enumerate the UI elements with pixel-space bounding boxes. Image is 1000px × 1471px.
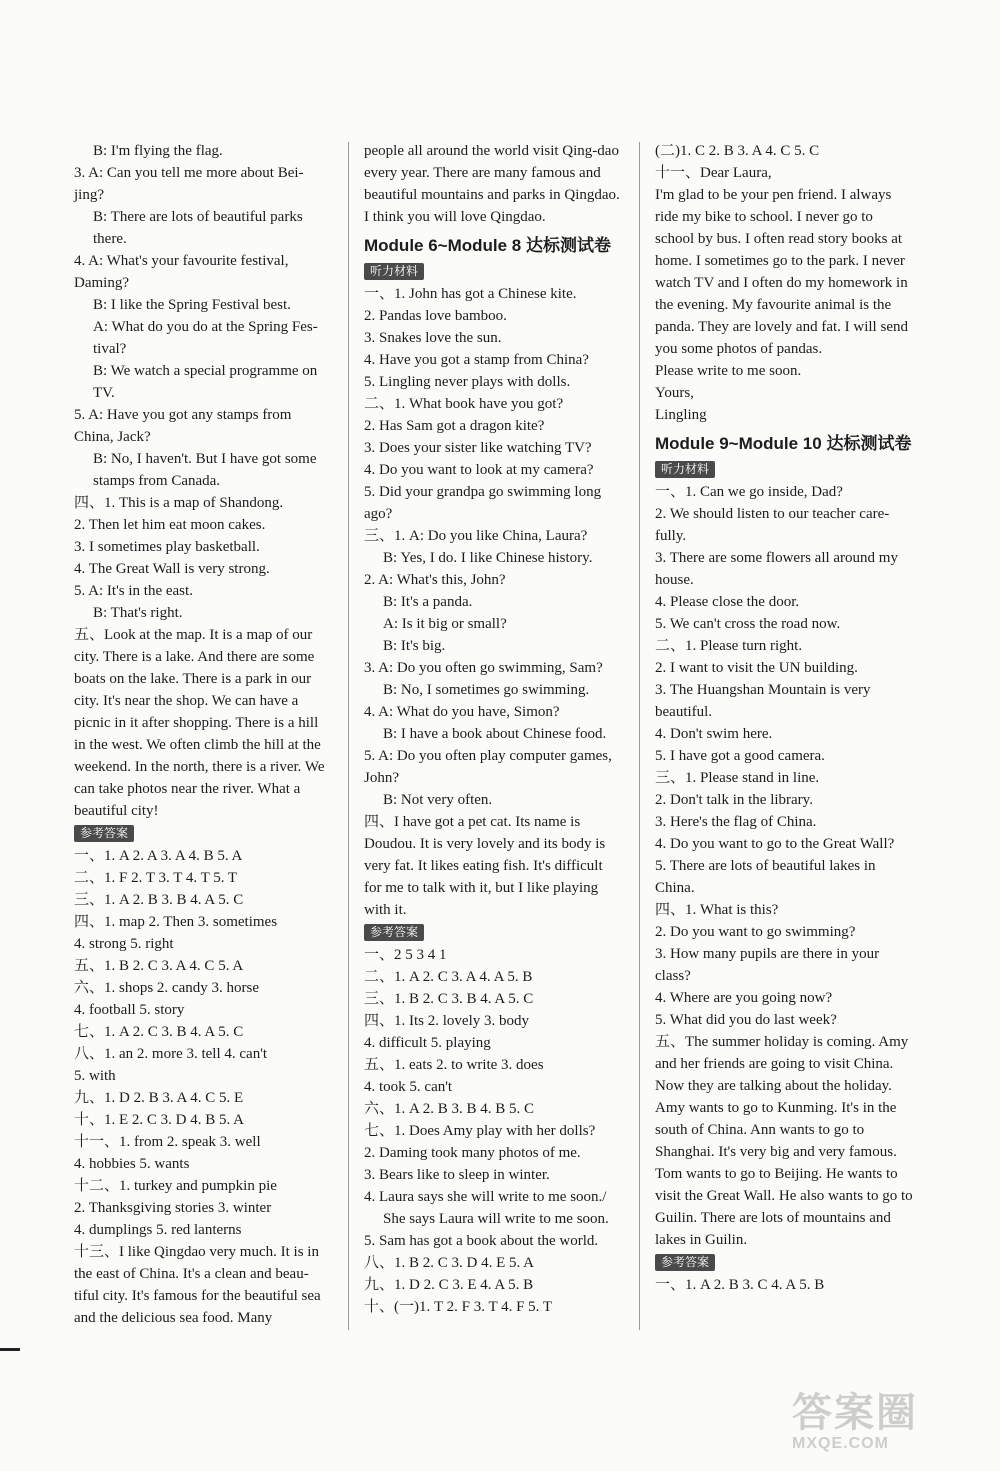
text-line: 四、1. map 2. Then 3. sometimes: [74, 914, 278, 930]
text-line: B: There are lots of beautiful parks there.: [93, 209, 303, 247]
text-line: 5. Lingling never plays with dolls.: [364, 374, 571, 390]
text-line: 五、The summer holiday is coming. Amy and her friends are going to visit China. Now they are talking about the holiday. Amy wants to go to Kunming. It's in the south of China. Ann wants to go to Shanghai. It's very big and very famous. Tom wants to go to Beijing. He wants to visit the Great Wall. He also wants to go to Guilin. There are lots of mountains and lakes in Guilin.: [655, 1034, 913, 1248]
text-line: 4. strong 5. right: [74, 936, 174, 952]
text-line: 4. A: What's your favourite festival, Daming?: [74, 253, 289, 291]
text-line: 一、2 5 3 4 1: [364, 947, 447, 963]
text-line: 四、1. Its 2. lovely 3. body: [364, 1013, 529, 1029]
text-line: 2. Daming took many photos of me.: [364, 1145, 581, 1161]
text-line: B: I like the Spring Festival best.: [93, 297, 291, 313]
text-line: 六、1. shops 2. candy 3. horse: [74, 980, 259, 996]
text-line: A: What do you do at the Spring Fes-tival?: [93, 319, 318, 357]
text-line: 三、1. Please stand in line.: [655, 770, 820, 786]
text-line: B: That's right.: [93, 605, 183, 621]
text-line: 十、(一)1. T 2. F 3. T 4. F 5. T: [364, 1299, 553, 1315]
section-tag-row: [364, 921, 622, 944]
text-line: 3. I sometimes play basketball.: [74, 539, 260, 555]
text-line: 八、1. an 2. more 3. tell 4. can't: [74, 1046, 268, 1062]
text-line: 2. Thanksgiving stories 3. winter: [74, 1200, 272, 1216]
text-line: 3. Here's the flag of China.: [655, 814, 817, 830]
text-line: 2. We should listen to our teacher care-fully.: [655, 506, 890, 544]
text-line: B: It's big.: [383, 638, 446, 654]
answer-column-3: [655, 140, 913, 1296]
column-divider-2: [639, 142, 640, 1330]
section-tag: 参考答案: [74, 825, 134, 842]
section-tag-row: [364, 260, 622, 283]
text-line: 4. took 5. can't: [364, 1079, 453, 1095]
text-line: 九、1. D 2. B 3. A 4. C 5. E: [74, 1090, 244, 1106]
text-line: 二、1. A 2. C 3. A 4. A 5. B: [364, 969, 533, 985]
text-line: 二、1. Please turn right.: [655, 638, 803, 654]
text-line: 五、1. B 2. C 3. A 4. C 5. A: [74, 958, 244, 974]
column-divider-1: [348, 142, 349, 1330]
text-line: 3. A: Do you often go swimming, Sam?: [364, 660, 603, 676]
text-line: 六、1. A 2. B 3. B 4. B 5. C: [364, 1101, 535, 1117]
text-line: 四、I have got a pet cat. Its name is Doudou. It is very lovely and its body is very fat. It likes eating fish. It's difficult for me to talk with it, but I like playing with it.: [364, 814, 606, 918]
text-line: 一、1. Can we go inside, Dad?: [655, 484, 843, 500]
text-line: 4. Please close the door.: [655, 594, 800, 610]
answer-column-1: [74, 140, 332, 1329]
text-line: 4. dumplings 5. red lanterns: [74, 1222, 242, 1238]
watermark-url: MXQE.COM: [792, 1435, 889, 1452]
text-line: 4. football 5. story: [74, 1002, 185, 1018]
text-line: 5. Sam has got a book about the world.: [364, 1233, 599, 1249]
text-line: Please write to me soon.: [655, 363, 802, 379]
text-line: 4. Have you got a stamp from China?: [364, 352, 589, 368]
text-line: Yours,: [655, 385, 694, 401]
text-line: 5. There are lots of beautiful lakes in China.: [655, 858, 876, 896]
text-line: 4. The Great Wall is very strong.: [74, 561, 270, 577]
text-line: 2. Pandas love bamboo.: [364, 308, 507, 324]
text-line: 2. Then let him eat moon cakes.: [74, 517, 266, 533]
text-line: 3. Does your sister like watching TV?: [364, 440, 592, 456]
text-line: (二)1. C 2. B 3. A 4. C 5. C: [655, 143, 820, 159]
text-line: 3. Bears like to sleep in winter.: [364, 1167, 550, 1183]
text-line: 八、1. B 2. C 3. D 4. E 5. A: [364, 1255, 535, 1271]
text-line: 十一、Dear Laura,: [655, 165, 772, 181]
text-line: 3. A: Can you tell me more about Bei-jing?: [74, 165, 304, 203]
section-tag: 听力材料: [364, 263, 424, 280]
text-line: B: I have a book about Chinese food.: [383, 726, 607, 742]
text-line: 一、1. A 2. A 3. A 4. B 5. A: [74, 848, 243, 864]
text-line: 2. A: What's this, John?: [364, 572, 506, 588]
section-tag-row: [74, 822, 332, 845]
text-line: B: It's a panda.: [383, 594, 473, 610]
text-line: 二、1. F 2. T 3. T 4. T 5. T: [74, 870, 238, 886]
text-line: 四、1. What is this?: [655, 902, 779, 918]
site-watermark: [792, 1391, 952, 1453]
text-line: 十一、1. from 2. speak 3. well: [74, 1134, 261, 1150]
section-tag: 听力材料: [655, 461, 715, 478]
text-line: 4. A: What do you have, Simon?: [364, 704, 560, 720]
text-line: 5. What did you do last week?: [655, 1012, 837, 1028]
section-heading: Module 6~Module 8 达标测试卷: [364, 236, 611, 255]
text-line: She says Laura will write to me soon.: [383, 1211, 609, 1227]
text-line: people all around the world visit Qing-dao every year. There are many famous and beautiful mountains and parks in Qingdao. I think you will love Qingdao.: [364, 143, 620, 225]
text-line: B: I'm flying the flag.: [93, 143, 223, 159]
text-line: 三、1. A 2. B 3. B 4. A 5. C: [74, 892, 244, 908]
text-line: 三、1. A: Do you like China, Laura?: [364, 528, 588, 544]
text-line: 5. A: Do you often play computer games, John?: [364, 748, 612, 786]
text-line: 4. hobbies 5. wants: [74, 1156, 190, 1172]
text-line: 3. The Huangshan Mountain is very beautiful.: [655, 682, 871, 720]
text-line: 4. Don't swim here.: [655, 726, 773, 742]
text-line: 5. with: [74, 1068, 116, 1084]
text-line: 四、1. This is a map of Shandong.: [74, 495, 284, 511]
text-line: 2. Has Sam got a dragon kite?: [364, 418, 545, 434]
text-line: 4. Do you want to go to the Great Wall?: [655, 836, 895, 852]
text-line: 5. We can't cross the road now.: [655, 616, 841, 632]
text-line: 2. Do you want to go swimming?: [655, 924, 856, 940]
text-line: 五、1. eats 2. to write 3. does: [364, 1057, 544, 1073]
text-line: 十二、1. turkey and pumpkin pie: [74, 1178, 277, 1194]
section-tag: 参考答案: [364, 924, 424, 941]
text-line: B: No, I sometimes go swimming.: [383, 682, 590, 698]
text-line: B: We watch a special programme on TV.: [93, 363, 318, 401]
text-line: 4. difficult 5. playing: [364, 1035, 491, 1051]
text-line: 一、1. A 2. B 3. C 4. A 5. B: [655, 1277, 825, 1293]
text-line: B: No, I haven't. But I have got some stamps from Canada.: [93, 451, 317, 489]
text-line: A: Is it big or small?: [383, 616, 507, 632]
text-line: 4. Laura says she will write to me soon./: [364, 1189, 607, 1205]
answer-column-2: [364, 140, 622, 1318]
text-line: 3. Snakes love the sun.: [364, 330, 502, 346]
text-line: B: Yes, I do. I like Chinese history.: [383, 550, 593, 566]
text-line: 二、1. What book have you got?: [364, 396, 564, 412]
text-line: I'm glad to be your pen friend. I always ride my bike to school. I never go to school by bus. I often read story books at home. I sometimes go to the park. I never watch TV and I often do my homework in the evening. My favourite animal is the panda. They are lovely and fat. I will send you some photos of pandas.: [655, 187, 908, 357]
text-line: 十、1. E 2. C 3. D 4. B 5. A: [74, 1112, 245, 1128]
watermark-logo-text: 答案圈: [792, 1391, 918, 1435]
text-line: B: Not very often.: [383, 792, 493, 808]
text-line: 九、1. D 2. C 3. E 4. A 5. B: [364, 1277, 534, 1293]
text-line: 七、1. Does Amy play with her dolls?: [364, 1123, 596, 1139]
text-line: 5. Did your grandpa go swimming long ago?: [364, 484, 602, 522]
text-line: 一、1. John has got a Chinese kite.: [364, 286, 577, 302]
text-line: Lingling: [655, 407, 707, 423]
text-line: 3. There are some flowers all around my house.: [655, 550, 898, 588]
text-line: 5. I have got a good camera.: [655, 748, 825, 764]
text-line: 4. Do you want to look at my camera?: [364, 462, 594, 478]
text-line: 5. A: It's in the east.: [74, 583, 193, 599]
text-line: 4. Where are you going now?: [655, 990, 833, 1006]
text-line: 2. Don't talk in the library.: [655, 792, 813, 808]
text-line: 三、1. B 2. C 3. B 4. A 5. C: [364, 991, 534, 1007]
text-line: 5. A: Have you got any stamps from China, Jack?: [74, 407, 292, 445]
section-heading: Module 9~Module 10 达标测试卷: [655, 434, 912, 453]
text-line: 十三、I like Qingdao very much. It is in the east of China. It's a clean and beau-tiful city. It's famous for the beautiful sea and the delicious sea food. Many: [74, 1244, 321, 1326]
section-tag-row: [655, 1251, 913, 1274]
text-line: 七、1. A 2. C 3. B 4. A 5. C: [74, 1024, 244, 1040]
text-line: 五、Look at the map. It is a map of our city. There is a lake. And there are some boats on the lake. There is a park in our city. It's near the shop. We can have a picnic in it after shopping. There is a hill in the west. We often climb the hill at the weekend. In the north, there is a river. We can take photos near the river. What a beautiful city!: [74, 627, 325, 819]
text-line: 3. How many pupils are there in your class?: [655, 946, 880, 984]
page-edge-mark: [0, 1348, 20, 1351]
text-line: 2. I want to visit the UN building.: [655, 660, 858, 676]
section-tag: 参考答案: [655, 1254, 715, 1271]
section-tag-row: [655, 458, 913, 481]
